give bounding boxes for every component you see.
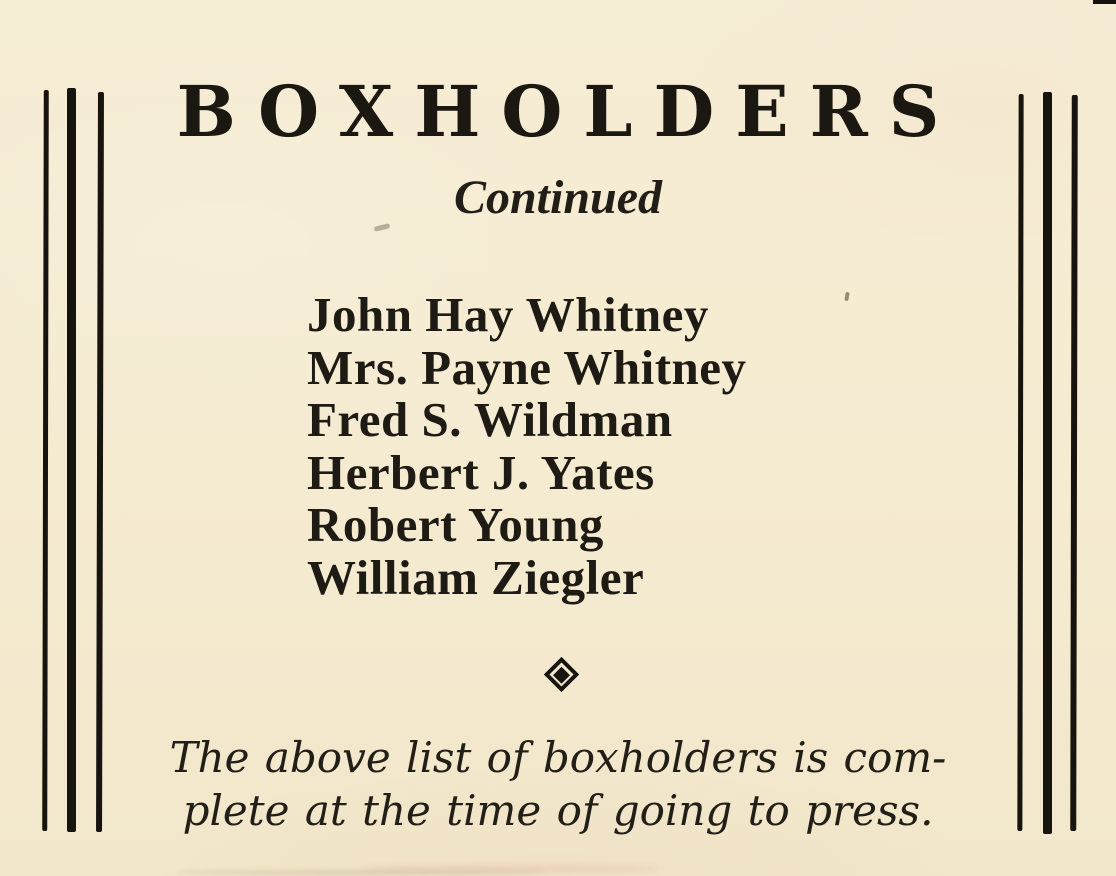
page-subtitle: Continued [453, 171, 663, 224]
list-item: Herbert J. Yates [307, 444, 655, 500]
list-item: Robert Young [307, 497, 604, 553]
list-item: William Ziegler [307, 549, 645, 605]
diamond-ornament-icon [544, 657, 579, 692]
list-item: Mrs. Payne Whitney [307, 339, 747, 395]
closing-note [0, 731, 1116, 837]
scan-edge-mark [1093, 0, 1116, 4]
closing-note-line-1: The above list of boxholders is com- [169, 733, 947, 782]
diamond-ornament-fill [553, 666, 570, 683]
ink-speck [844, 292, 850, 302]
boxholder-list [307, 289, 747, 605]
page-title-text: BOXHOLDERS [176, 70, 961, 153]
scan-smudge [175, 870, 545, 875]
list-item: Fred S. Wildman [307, 392, 673, 448]
closing-note-line-2: plete at the time of going to press. [182, 786, 934, 835]
page-title [0, 66, 1116, 158]
list-item: John Hay Whitney [307, 287, 709, 342]
